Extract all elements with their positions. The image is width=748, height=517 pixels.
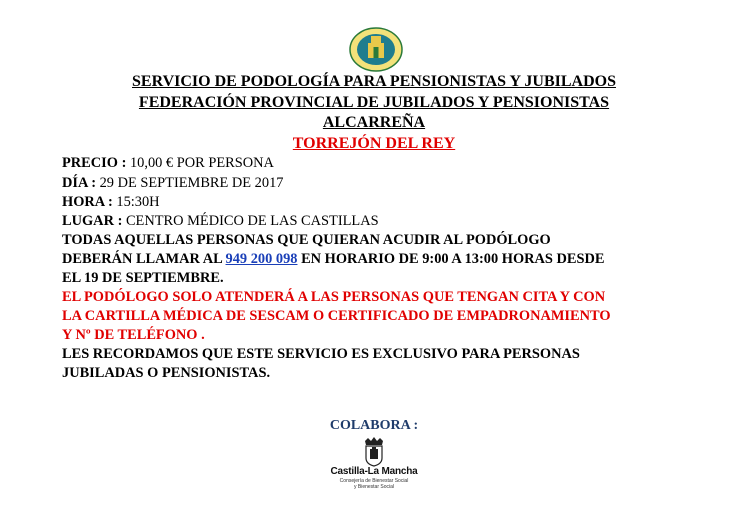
header-title-line-2: FEDERACIÓN PROVINCIAL DE JUBILADOS Y PENSIONISTAS [138,94,610,111]
time-label: HORA : [62,194,113,210]
day-value: 29 DE SEPTIEMBRE DE 2017 [95,175,284,191]
header-location: TORREJÓN DEL REY [292,135,456,152]
federation-seal-icon [349,27,403,72]
place-row [62,212,379,230]
place-value: CENTRO MÉDICO DE LAS CASTILLAS [122,213,379,229]
price-row [62,154,274,172]
notice-line-2 [62,250,605,268]
reminder-line-1: LES RECORDAMOS QUE ESTE SERVICIO ES EXCLUSIVO PARA PERSONAS [62,346,580,362]
notice-line-2-end: EN HORARIO DE 9:00 A 13:00 HORAS DESDE [297,251,605,267]
notice-line-1: TODAS AQUELLAS PERSONAS QUE QUIERAN ACUDIR AL PODÓLOGO [62,232,551,248]
sponsor-name: Castilla-La Mancha [330,466,418,477]
warning-line-2: LA CARTILLA MÉDICA DE SESCAM O CERTIFICADO DE EMPADRONAMIENTO [62,308,611,324]
notice-line-3: EL 19 DE SEPTIEMBRE. [62,270,224,286]
day-label: DÍA : [62,175,96,191]
sponsor-subtitle-line-2: y Bienestar Social [353,484,395,490]
notice-line-2-start: DEBERÁN LLAMAR AL [62,251,226,267]
time-value: 15:30H [112,194,160,210]
warning-line-3: Y Nº DE TELÉFONO . [62,327,205,343]
price-label: PRECIO : [62,155,127,171]
place-label: LUGAR : [62,213,123,229]
day-row [62,174,283,192]
sponsor-label: COLABORA : [329,418,419,433]
sponsor-subtitle [322,478,426,490]
header-title-line-3: ALCARREÑA [322,114,426,131]
header-title-line-1: SERVICIO DE PODOLOGÍA PARA PENSIONISTAS Y JUBILADOS [132,73,616,90]
warning-line-1: EL PODÓLOGO SOLO ATENDERÁ A LAS PERSONAS QUE TENGAN CITA Y CON [62,289,606,305]
phone-link[interactable]: 949 200 098 [225,251,298,267]
time-row [62,193,160,211]
sponsor-subtitle-line-1: Consejería de Bienestar Social [339,478,409,484]
price-value: 10,00 € POR PERSONA [126,155,274,171]
reminder-line-2: JUBILADAS O PENSIONISTAS. [62,365,271,381]
